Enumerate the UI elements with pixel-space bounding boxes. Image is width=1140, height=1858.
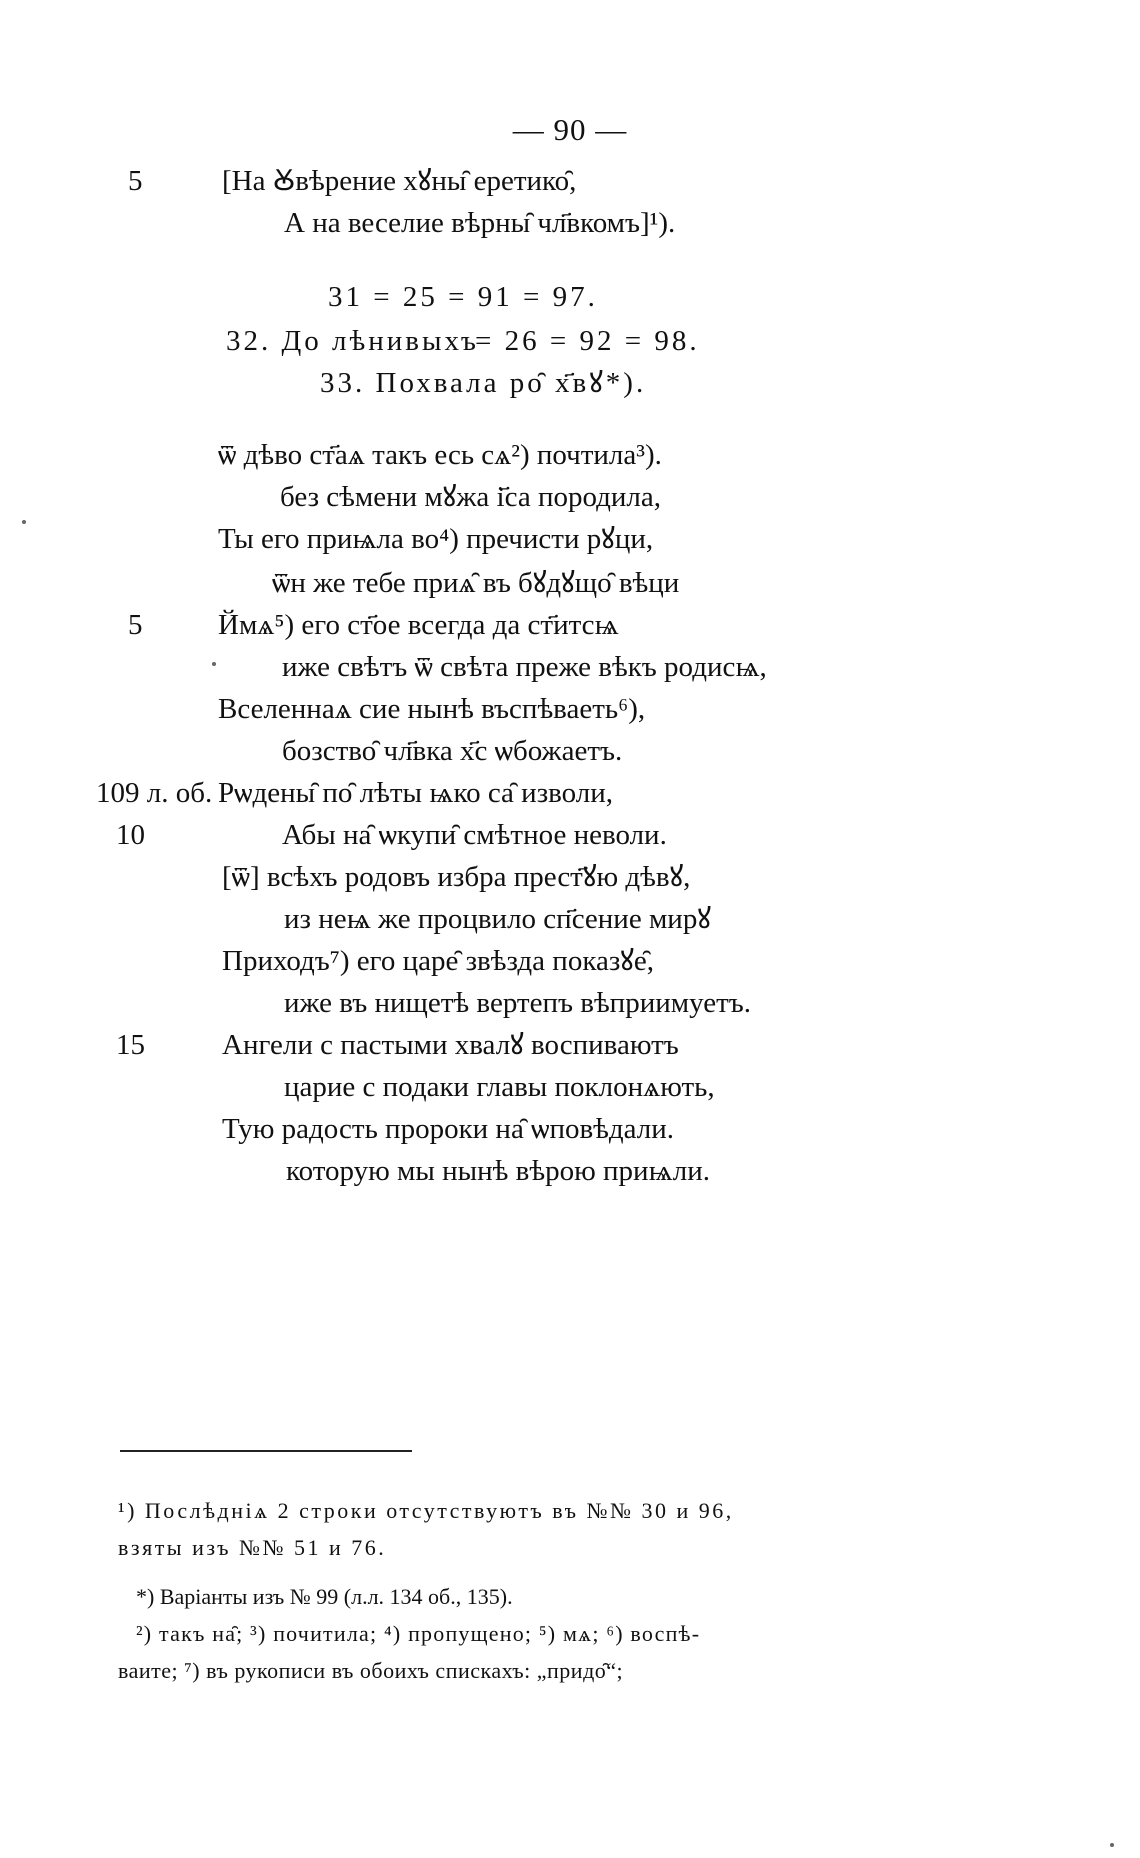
page-number: — 90 — (512, 112, 628, 147)
verse-text: Приходъ⁷) его царе̑ звѣзда показꙋе̑, (222, 945, 655, 977)
verse-text: иже свѣтъ ѿ свѣта преже вѣкъ родисѩ, (282, 651, 767, 683)
verse-text: Ймѧ⁵) его ст҃ое всегда да ст҃итсѩ (218, 609, 619, 641)
footnote-2-6: ²) такъ на̑; ³) почитила; ⁴) пропущено; ⁵) мѧ; ⁶) воспѣ- (136, 1621, 701, 1646)
footnote-1: ¹) Послѣдніѧ 2 строки отсутствуютъ въ №№ 30 и 96, (118, 1498, 734, 1523)
verse-text: бозство̑ чл҃вка х҃с ѡбожаетъ. (282, 735, 623, 767)
scan-speck (212, 662, 216, 666)
verse-text: Вселеннаѧ сие нынѣ въспѣваеть⁶), (218, 693, 646, 725)
verse-line (0, 198, 1140, 248)
verse-text: [На Ꙋвѣрение хꙋны̑ еретико̑, (222, 165, 577, 197)
scan-speck (22, 520, 26, 524)
verse-line (0, 514, 1140, 564)
folio-reference: 109 л. об. (96, 777, 213, 809)
heading-33: 33. Похвала ро̑ х҃вꙋ*). (320, 367, 647, 399)
verse-text: которую мы нынѣ вѣрою приѩли. (286, 1155, 710, 1187)
verse-text: из неѩ же процвило сп҃сение мирꙋ (284, 903, 711, 935)
verse-text: ѿ дѣво ст҃аѧ такъ есь сѧ²) почтила³). (218, 439, 662, 471)
verse-text: Тую радость пророки на̑ ѡповѣдали. (222, 1113, 675, 1145)
verse-text: Рѡдены̑ по̑ лѣты ѩко са̑ изволи, (218, 777, 613, 809)
heading-numbers: = 26 = 92 = 98. (475, 325, 700, 357)
line-number: 5 (128, 609, 143, 641)
verse-text: иже въ нищетѣ вертепъ вѣприимуетъ. (284, 987, 752, 1019)
heading-label: 32. До лѣнивыхъ (226, 325, 479, 357)
verse-text: ѿн же тебе приѧ̑ въ бꙋдꙋщо̑ вѣци (272, 567, 680, 599)
footnote-rule (120, 1450, 412, 1452)
verse-text: царие с подаки главы поклонѧють, (284, 1071, 715, 1103)
verse-line (0, 1146, 1140, 1196)
line-number: 5 (128, 165, 143, 197)
footnote-7: ваите; ⁷) въ рукописи въ обоихъ спискахъ: „придо̑“; (118, 1658, 624, 1683)
verse-text: Ты его приѩла во⁴) пречисти рꙋци, (218, 523, 654, 555)
footnote-1-continued: взяты изъ №№ 51 и 76. (118, 1535, 387, 1560)
heading-31: 31 = 25 = 91 = 97. (328, 281, 598, 313)
verse-text: А на веселие вѣрны̑ чл҃вкомъ]¹). (284, 207, 676, 239)
line-number: 10 (116, 819, 145, 851)
verse-text: Ангели с пастыми хвалꙋ воспиваютъ (222, 1029, 679, 1061)
footnote-variants: *) Варіанты изъ № 99 (л.л. 134 об., 135). (136, 1584, 513, 1609)
verse-text: Абы на̑ ѡкупи̑ смѣтное неволи. (282, 819, 667, 851)
verse-text: [ѿ] всѣхъ родовъ избра прест҃ꙋю дѣвꙋ, (222, 861, 691, 893)
scan-speck (1110, 1843, 1114, 1847)
verse-text: без сѣмени мꙋжа і҃са породила, (280, 481, 662, 513)
line-number: 15 (116, 1029, 145, 1061)
